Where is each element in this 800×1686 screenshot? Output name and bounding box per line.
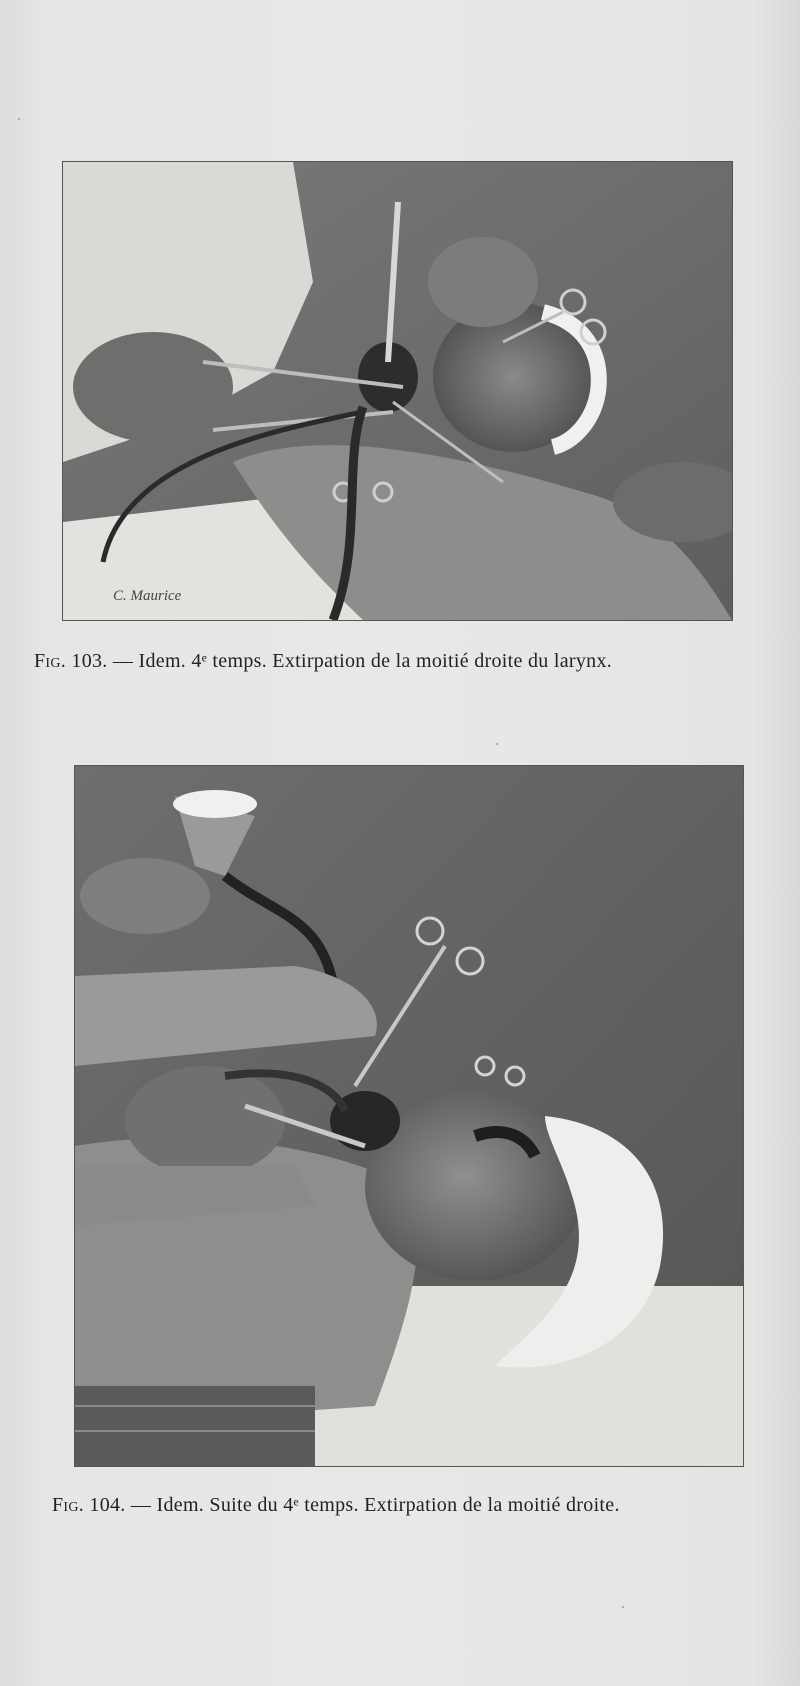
figure-104-label: Fig. 104. [52,1494,126,1516]
paper-speck [18,118,20,120]
paper-speck [622,1606,624,1608]
figure-104-photograph [75,766,743,1466]
figure-104-illustration [75,766,743,1466]
figure-104-caption-text: — Idem. Suite du 4ᵉ temps. Extirpation de la moitié droite. [125,1494,620,1516]
figure-104-caption [52,1494,800,1517]
figure-103-label: Fig. 103. [34,650,108,672]
figure-103-illustration [63,162,732,620]
paper-speck [496,743,498,745]
figure-103-caption-text: — Idem. 4ᵉ temps. Extirpation de la moitié droite du larynx. [107,650,613,672]
artist-signature: C. Maurice [113,588,182,604]
figure-103-caption [34,650,800,673]
figure-103-photograph [63,162,732,620]
